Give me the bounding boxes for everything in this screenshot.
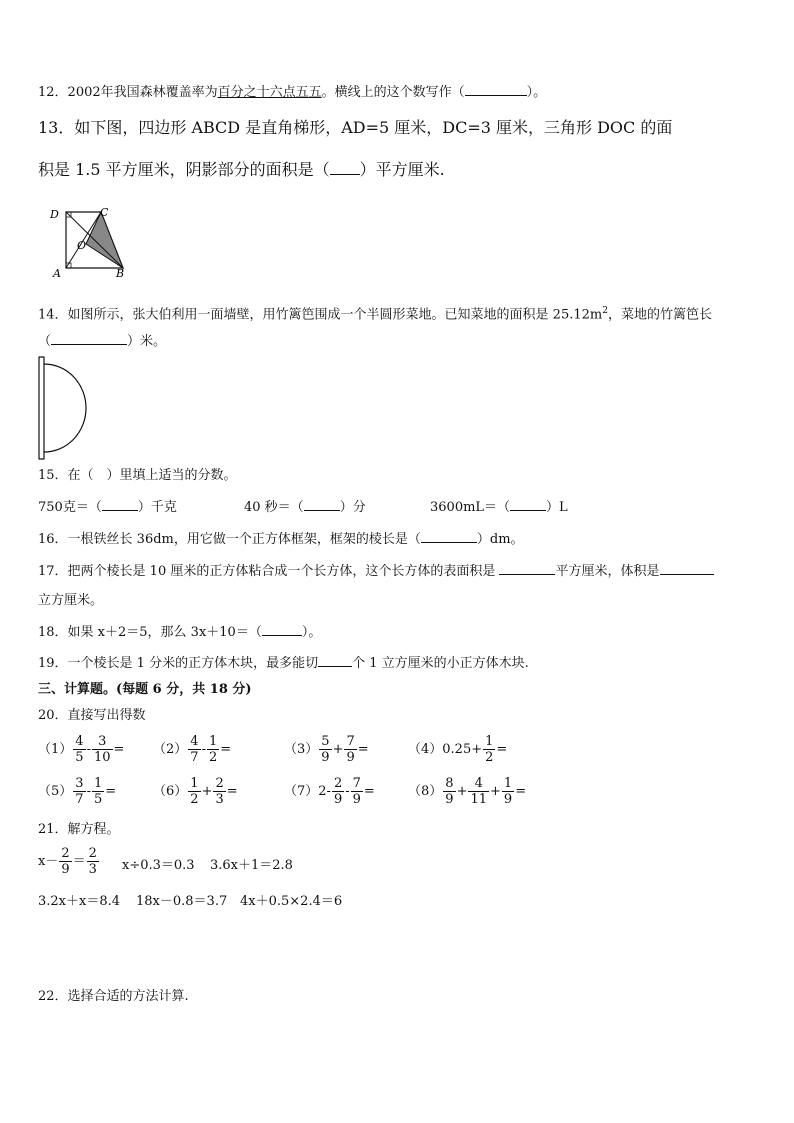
wall [39, 357, 44, 459]
q20-item-6: （6） $\frac{1}{2}$ + $\frac{2}{3}$ = [153, 776, 238, 807]
q15-blank1[interactable] [102, 498, 138, 511]
q17-line2: 立方厘米。 [38, 593, 104, 608]
q17-blank1[interactable] [499, 562, 555, 575]
q19-line: 19．一个棱长是 1 分米的正方体木块，最多能切 个 1 立方厘米的小正方体木块. [38, 656, 529, 671]
label-o: O [77, 239, 87, 252]
fraction: $\frac{7}{9}$ [352, 776, 361, 807]
q16-answer-blank[interactable] [421, 530, 477, 543]
q18-line: 18．如果 x＋2＝5，那么 3x＋10＝（ ）。 [38, 625, 322, 640]
q20-item-3: （3） $\frac{5}{9}$ + $\frac{7}{9}$ = [284, 734, 369, 765]
q21-title: 21．解方程。 [38, 822, 120, 837]
fraction: $\frac{3}{10}$ [93, 734, 111, 765]
fraction: $\frac{1}{9}$ [503, 776, 513, 807]
q22-title: 22．选择合适的方法计算. [38, 989, 189, 1004]
section3-title: 三、计算题。(每题 6 分，共 18 分) [38, 682, 252, 697]
q15-item1: 750克＝（ ）千克 [38, 500, 177, 515]
q17-line1: 17．把两个棱长是 10 厘米的正方体粘合成一个长方体，这个长方体的表面积是 平方厘米，体积是 [38, 562, 714, 581]
q21-eq5: 18x－0.8＝3.7 [136, 894, 228, 909]
q20-item-2: （2） $\frac{4}{7}$ - $\frac{1}{2}$ = [153, 734, 232, 765]
q21-eq3: 3.6x＋1＝2.8 [210, 858, 293, 873]
q20-item-7: （7）2- $\frac{2}{9}$ - $\frac{7}{9}$ = [284, 776, 375, 807]
q15-title: 15．在（ ）里填上适当的分数。 [38, 468, 237, 483]
fraction: $\frac{1}{2}$ [485, 734, 494, 765]
fraction: $\frac{4}{5}$ [75, 734, 84, 765]
q13-answer-blank[interactable] [330, 159, 360, 175]
q20-item-8: （8） $\frac{8}{9}$ + $\frac{4}{11}$ + $\frac{1}{9}$ = [408, 776, 527, 807]
q21-eq6: 4x＋0.5×2.4＝6 [240, 894, 343, 909]
label-d: D [50, 208, 59, 221]
q14-answer-blank[interactable] [51, 332, 127, 345]
q20-item-4: （4）0.25+ $\frac{1}{2}$ = [408, 734, 508, 765]
q15-item3: 3600mL＝（ ）L [430, 500, 568, 515]
q19-answer-blank[interactable] [318, 654, 352, 667]
q17-blank2[interactable] [660, 562, 714, 575]
fraction: $\frac{2}{9}$ [61, 846, 70, 877]
label-a: A [53, 267, 61, 279]
fraction: $\frac{4}{7}$ [190, 734, 199, 765]
fraction: $\frac{4}{11}$ [470, 776, 488, 807]
fraction: $\frac{3}{7}$ [75, 776, 84, 807]
q15-item2: 40 秒＝（ ）分 [244, 500, 366, 515]
q21-eq4: 3.2x＋x＝8.4 [38, 894, 121, 909]
q14-line1: 14．如图所示，张大伯利用一面墙壁，用竹篱笆围成一个半圆形菜地。已知菜地的面积是 $25.12m^2$，菜地的竹篱笆长 [38, 306, 712, 323]
fraction: $\frac{2}{9}$ [333, 776, 343, 807]
q20-item-5: （5） $\frac{3}{7}$ - $\frac{1}{5}$ = [38, 776, 117, 807]
bamboo-fence-arc [44, 364, 86, 452]
q14-line2: （ ）米。 [38, 334, 167, 349]
q20-item-1: （1） $\frac{4}{5}$ - $\frac{3}{10}$ = [38, 734, 125, 765]
q21-eq1: x－ $\frac{2}{9}$ ＝ $\frac{2}{3}$ [38, 846, 97, 877]
fraction: $\frac{2}{3}$ [215, 776, 224, 807]
q12-underlined-text: 百分之十六点五五 [217, 85, 322, 100]
fraction: $\frac{7}{9}$ [346, 734, 355, 765]
fraction: $\frac{1}{2}$ [208, 734, 218, 765]
trapezoid-figure [46, 203, 130, 279]
fraction: $\frac{1}{2}$ [190, 776, 199, 807]
fraction: $\frac{8}{9}$ [445, 776, 454, 807]
semicircle-garden-figure [36, 354, 92, 462]
q18-answer-blank[interactable] [262, 623, 302, 636]
fraction: $\frac{2}{3}$ [88, 846, 97, 877]
q12-answer-blank[interactable] [465, 83, 527, 96]
label-c: C [100, 206, 109, 219]
q15-blank2[interactable] [304, 498, 340, 511]
fraction: $\frac{5}{9}$ [321, 734, 330, 765]
q15-blank3[interactable] [510, 498, 546, 511]
label-b: B [116, 267, 125, 279]
q21-eq2: x÷0.3＝0.3 [122, 858, 195, 873]
q13-line1: 13．如下图，四边形 ABCD 是直角梯形，AD=5 厘米，DC=3 厘米，三角形 DOC 的面 [38, 118, 673, 137]
fraction: $\frac{1}{5}$ [93, 776, 103, 807]
q20-title: 20．直接写出得数 [38, 708, 146, 723]
q16-line: 16．一根铁丝长 36dm，用它做一个正方体框架，框架的棱长是（ ）dm。 [38, 532, 524, 547]
q13-line2: 积是 1.5 平方厘米，阴影部分的面积是（ ）平方厘米. [38, 160, 445, 179]
q12-line: 12．2002年我国森林覆盖率为百分之十六点五五。横线上的这个数写作（ ）。 [38, 85, 547, 100]
